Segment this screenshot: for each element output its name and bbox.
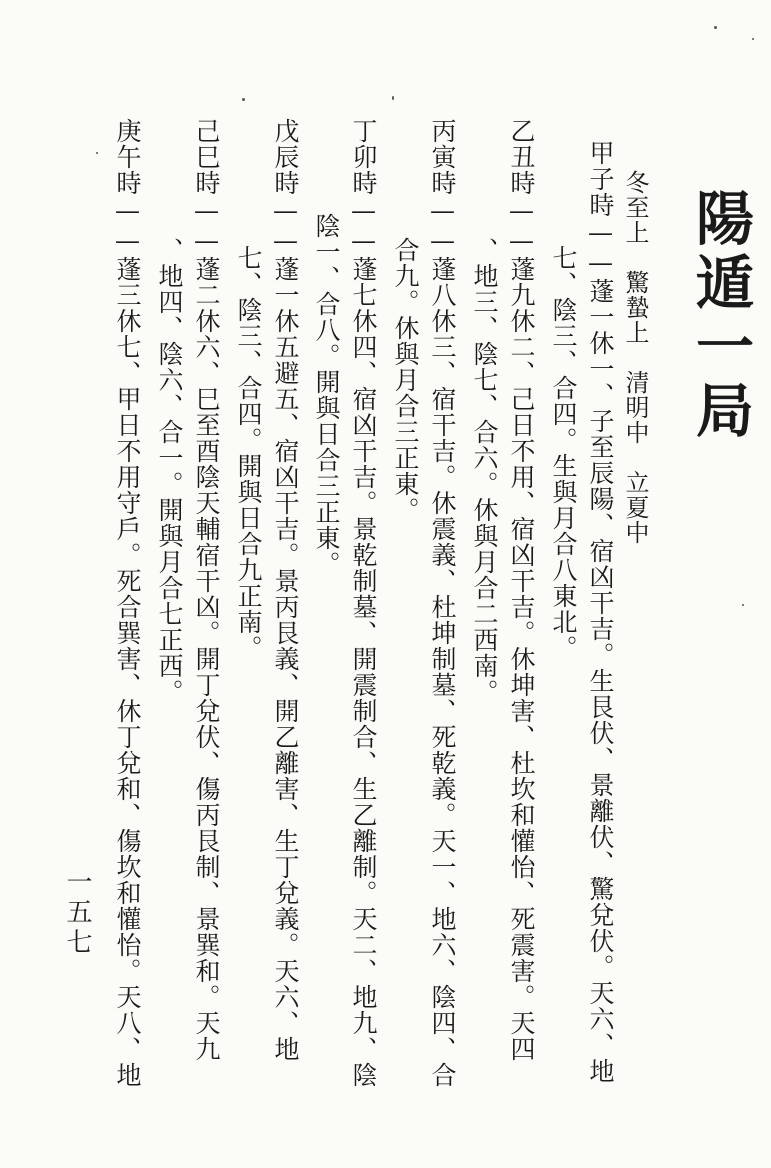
- entry-4-line-2: 陰一、合八。開與日合三正東。: [312, 213, 341, 577]
- entry-2-line-1: 乙丑時——蓬九休二、己日不用、宿凶干吉。休坤害、杜坎和懽怡、死震害。天四: [507, 118, 536, 1062]
- entry-1-line-2: 七、陰三、合四。生與月合八東北。: [549, 245, 578, 661]
- entry-5-line-1: 戊辰時——蓬一休五避五、宿凶干吉。景丙艮義、開乙離害、生丁兌義。天六、地: [271, 118, 300, 1062]
- scan-speck: [752, 38, 754, 40]
- page-number: 一五七: [62, 868, 92, 958]
- scan-speck: [96, 152, 98, 154]
- scan-speck: [242, 98, 245, 101]
- entry-4-line-1: 丁卯時——蓬七休四、宿凶干吉。景乾制墓、開震制合、生乙離制。天二、地九、陰: [349, 118, 378, 1088]
- entry-3-line-1: 丙寅時——蓬八休三、宿干吉。休震義、杜坤制墓、死乾義。天一、地六、陰四、合: [428, 118, 457, 1088]
- entry-6-line-2: 、地四、陰六、合一。開與月合七正西。: [155, 237, 184, 705]
- entry-7-line-1: 庚午時——蓬三休七、甲日不用守戶。死合巽害、休丁兌和、傷坎和懽怡。天八、地: [113, 118, 142, 1088]
- entry-5-line-2: 七、陰三、合四。開與日合九正南。: [234, 245, 263, 661]
- scan-speck: [392, 96, 394, 100]
- entry-3-line-2: 合九。休與月合三正東。: [391, 237, 420, 523]
- page-title: 陽遁一局: [686, 188, 754, 444]
- scan-speck: [714, 26, 717, 29]
- season-heading: 冬至上 驚蟄上 清明中 立夏中: [621, 170, 649, 545]
- entry-6-line-1: 己巳時——蓬二休六、巳至酉陰天輔宿干凶。開丁兌伏、傷丙艮制、景巽和。天九: [192, 118, 221, 1062]
- entry-2-line-2: 、地三、陰七、合六。休與月合二西南。: [470, 237, 499, 705]
- entry-1-line-1: 甲子時——蓬一休一、子至辰陽、宿凶干吉。生艮伏、景離伏、驚兌伏。天六、地: [586, 140, 615, 1084]
- scan-speck: [742, 604, 744, 606]
